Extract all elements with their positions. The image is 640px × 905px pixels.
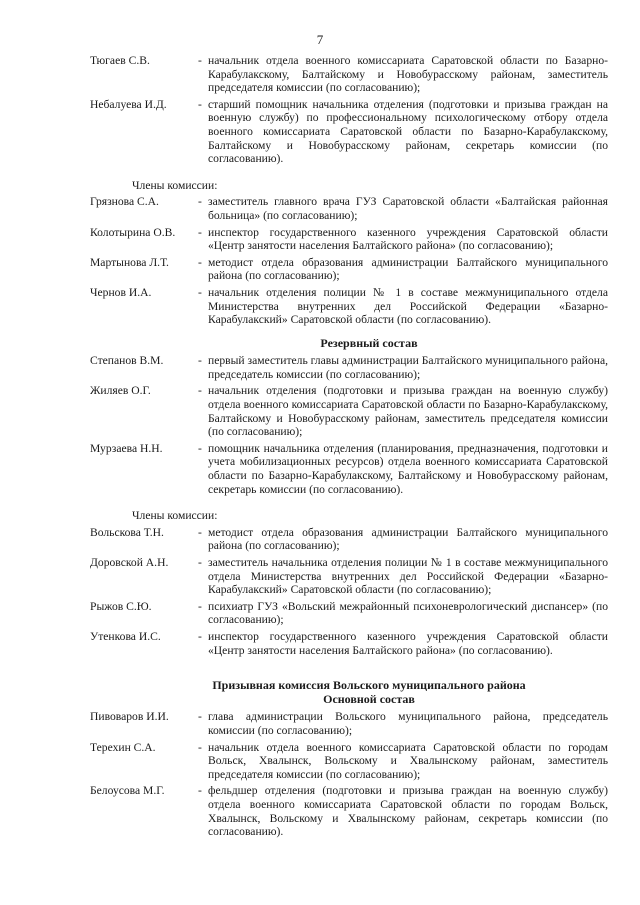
section-title: Призывная комиссия Вольского муниципального района [212,678,526,693]
member-role: инспектор государственного казенного учреждения Саратовской области «Центр занятости населения Балтайского района» (по согласованию). [208,629,608,657]
list-item [90,556,608,597]
dash: - [198,54,202,67]
member-name: Утенкова И.С. [90,629,161,643]
members-label: Члены комиссии: [132,509,218,523]
dash: - [198,556,202,569]
member-role: глава администрации Вольского муниципального района, председатель комиссии (по согласованию); [208,710,608,737]
member-role: начальник отделения (подготовки и призыва граждан на военную службу) отдела военного комиссариата Саратовской области по Базарно-Карабулакскому, Балтайскому и Новобурасскому районам, заместитель председателя комиссии (по согласованию); [208,384,608,439]
member-name: Белоусова М.Г. [90,784,165,798]
list-item [90,256,608,283]
list-item [90,226,608,253]
member-role: начальник отделения полиции № 1 в составе межмуниципального отдела Министерства внутренних дел Российской Федерации «Базарно-Карабулакский» Саратовской области (по согласованию). [208,285,608,327]
member-name: Тюгаев С.В. [90,54,150,67]
list-item [90,710,608,737]
member-name: Грязнова С.А. [90,195,159,209]
document-body [90,54,608,842]
section-heading: Резервный состав [320,335,418,350]
dash: - [198,599,202,613]
list-item [90,384,608,438]
member-name: Рыжов С.Ю. [90,599,152,613]
dash: - [198,710,202,724]
dash: - [198,195,202,209]
list-item [90,286,608,327]
member-name: Мартынова Л.Т. [90,255,169,269]
page-number: 7 [316,32,324,47]
member-name: Чернов И.А. [90,285,152,299]
member-name: Терехин С.А. [90,740,156,754]
member-role: инспектор государственного казенного учреждения Саратовской области «Центр занятости населения Балтайского района» (по согласованию); [208,225,608,253]
list-item [90,98,608,166]
dash: - [198,629,202,643]
member-name: Колотырина О.В. [90,225,176,239]
list-item [90,600,608,627]
member-name: Доровской А.Н. [90,556,169,569]
member-name: Пивоваров И.И. [90,710,169,724]
dash: - [198,384,202,398]
dash: - [198,740,202,754]
member-name: Жиляев О.Г. [90,384,151,398]
member-role: старший помощник начальника отделения (подготовки и призыва граждан на военную службу) по профессиональному психологическому отбору отдела военного комиссариата Саратовской области по Базарно-Карабулакскому, Балтайскому и Новобурасскому районам, секретарь комиссии (по согласованию). [208,97,608,166]
dash: - [198,285,202,299]
list-item [90,784,608,838]
member-role: психиатр ГУЗ «Вольский межрайонный психоневрологический диспансер» (по согласованию); [208,599,608,627]
member-role: методист отдела образования администрации Балтайского муниципального района (по согласованию); [208,525,608,553]
dash: - [198,255,202,269]
dash: - [198,784,202,798]
list-item [90,195,608,222]
list-item [90,54,608,95]
member-role: помощник начальника отделения (планирования, предназначения, подготовки и учета мобилизационных ресурсов) отдела военного комиссариата Саратовской области по Базарно-Карабулакскому, Балтайскому и Новобурасскому районам, секретарь комиссии (по согласованию). [208,441,608,496]
member-name: Степанов В.М. [90,354,164,368]
member-role: фельдшер отделения (подготовки и призыва граждан на военную службу) отдела военного комиссариата Саратовской области по городам Вольск, Хвалынск, Вольскому и Хвалынскому районам, секретарь комиссии (по согласованию). [208,784,608,839]
list-item [90,442,608,496]
member-role: заместитель главного врача ГУЗ Саратовской области «Балтайская районная больница» (по согласованию); [208,195,608,222]
list-item [90,526,608,553]
section-subtitle: Основной состав [323,691,415,706]
dash: - [198,525,202,539]
member-role: начальник отдела военного комиссариата Саратовской области по Базарно-Карабулакскому, Балтайскому и Новобурасскому районам, заместитель председателя комиссии (по согласованию); [208,54,608,95]
list-item [90,741,608,782]
member-role: методист отдела образования администрации Балтайского муниципального района (по согласованию); [208,255,608,283]
member-role: заместитель начальника отделения полиции № 1 в составе межмуниципального отдела Министерства внутренних дел Российской Федерации «Базарно-Карабулакский» Саратовской области (по согласованию); [208,556,608,597]
dash: - [198,354,202,368]
dash: - [198,225,202,239]
list-item [90,630,608,657]
member-role: первый заместитель главы администрации Балтайского муниципального района, председатель комиссии (по согласованию); [208,354,608,381]
member-name: Небалуева И.Д. [90,97,167,111]
dash: - [198,441,202,455]
members-label: Члены комиссии: [132,178,218,192]
member-role: начальник отдела военного комиссариата Саратовской области по городам Вольск, Хвалынск, Вольскому и Хвалынскому районам, заместитель председателя комиссии (по согласованию); [208,740,608,781]
dash: - [198,97,202,111]
member-name: Мурзаева Н.Н. [90,441,163,455]
list-item [90,354,608,381]
member-name: Вольскова Т.Н. [90,525,164,539]
